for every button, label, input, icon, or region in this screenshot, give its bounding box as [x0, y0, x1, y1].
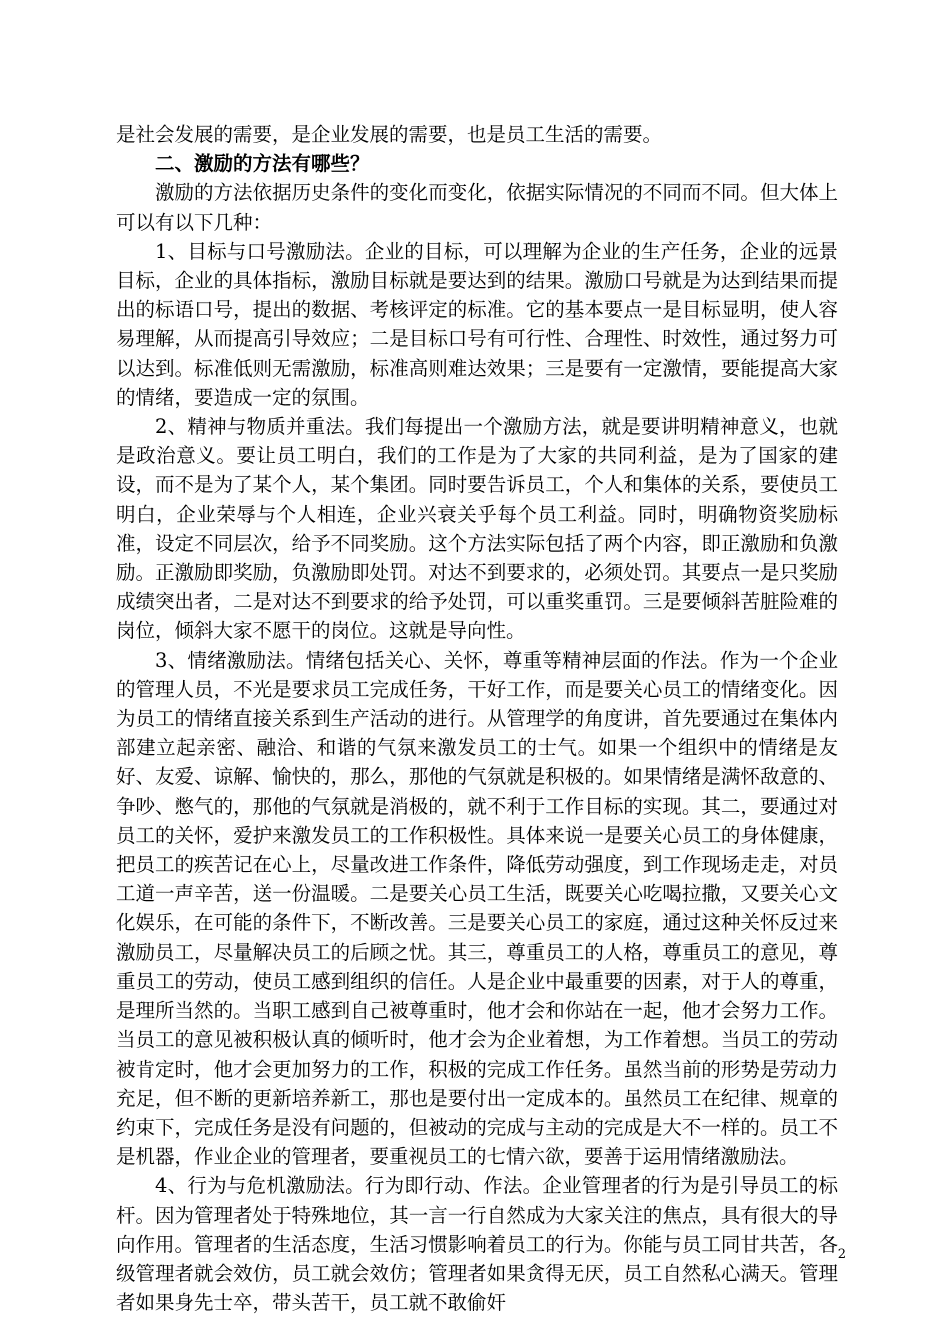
paragraph-method-3: 3、情绪激励法。情绪包括关心、关怀，尊重等精神层面的作法。作为一个企业的管理人员，不光是要求员工完成任务，干好工作，而是要关心员工的情绪变化。因为员工的情绪直接关系到生产活动的进行。从管理学的角度讲，首先要通过在集体内部建立起亲密、融洽、和谐的气氛来激发员工的士气。如果一个组织中的情绪是友好、友爱、谅解、愉快的，那么，那他的气氛就是积极的。如果情绪是满怀敌意的、争吵、憋气的，那他的气氛就是消极的，就不利于工作目标的实现。其二，要通过对员工的关怀，爱护来激发员工的工作积极性。具体来说一是要关心员工的身体健康，把员工的疾苦记在心上，尽量改进工作条件，降低劳动强度，到工作现场走走，对员工道一声辛苦，送一份温暖。二是要关心员工生活，既要关心吃喝拉撒，又要关心文化娱乐，在可能的条件下，不断改善。三是要关心员工的家庭，通过这种关怀反过来激励员工，尽量解决员工的后顾之忧。其三，尊重员工的人格，尊重员工的意见，尊重员工的劳动，使员工感到组织的信任。人是企业中最重要的因素，对于人的尊重，是理所当然的。当职工感到自己被尊重时，他才会和你站在一起，他才会努力工作。当员工的意见被积极认真的倾听时，他才会为企业着想，为工作着想。当员工的劳动被肯定时，他才会更加努力的工作，积极的完成工作任务。虽然当前的形势是劳动力充足，但不断的更新培养新工，那也是要付出一定成本的。虽然员工在纪律、规章的约束下，完成任务是没有问题的，但被动的完成与主动的完成是大不一样的。员工不是机器，作业企业的管理者，要重视员工的七情六欲，要善于运用情绪激励法。	[116, 648, 838, 1169]
paragraph-method-4: 4、行为与危机激励法。行为即行动、作法。企业管理者的行为是引导员工的标杆。因为管理者处于特殊地位，其一言一行自然成为大家关注的焦点，具有很大的导向作用。管理者的生活态度，生活习惯影响着员工的行为。你能与员工同甘共苦，各级管理者就会效仿，员工就会效仿；管理者如果贪得无厌，员工自然私心满天。管理者如果身先士卒，带头苦干，员工就不敢偷奸	[116, 1174, 838, 1315]
document-body	[116, 120, 838, 1317]
paragraph-method-2: 2、精神与物质并重法。我们每提出一个激励方法，就是要讲明精神意义，也就是政治意义。要让员工明白，我们的工作是为了大家的共同利益，是为了国家的建设，而不是为了某个人，某个集团。同时要告诉员工，个人和集体的关系，要使员工明白，企业荣辱与个人相连，企业兴衰关乎每个员工利益。同时，明确物资奖励标准，设定不同层次，给予不同奖励。这个方法实际包括了两个内容，即正激励和负激励。正激励即奖励，负激励即处罚。对达不到要求的，必须处罚。其要点一是只奖励成绩突出者，二是对达不到要求的给予处罚，可以重奖重罚。三是要倾斜苦脏险难的岗位，倾斜大家不愿干的岗位。这就是导向性。	[116, 415, 838, 643]
paragraph-method-1: 1、目标与口号激励法。企业的目标，可以理解为企业的生产任务，企业的远景目标，企业的具体指标，激励目标就是要达到的结果。激励口号就是为达到结果而提出的标语口号，提出的数据、考核评定的标准。它的基本要点一是目标显明，使人容易理解，从而提高引导效应；二是目标口号有可行性、合理性、时效性，通过努力可以达到。标准低则无需激励，标准高则难达效果；三是要有一定激情，要能提高大家的情绪，要造成一定的氛围。	[116, 239, 838, 409]
paragraph-intro: 激励的方法依据历史条件的变化而变化，依据实际情况的不同而不同。但大体上可以有以下几种：	[116, 181, 838, 234]
section-heading: 二、激励的方法有哪些？	[155, 152, 370, 176]
paragraph-continuation: 是社会发展的需要，是企业发展的需要，也是员工生活的需要。	[116, 123, 663, 146]
page-number: 2	[837, 1247, 846, 1262]
